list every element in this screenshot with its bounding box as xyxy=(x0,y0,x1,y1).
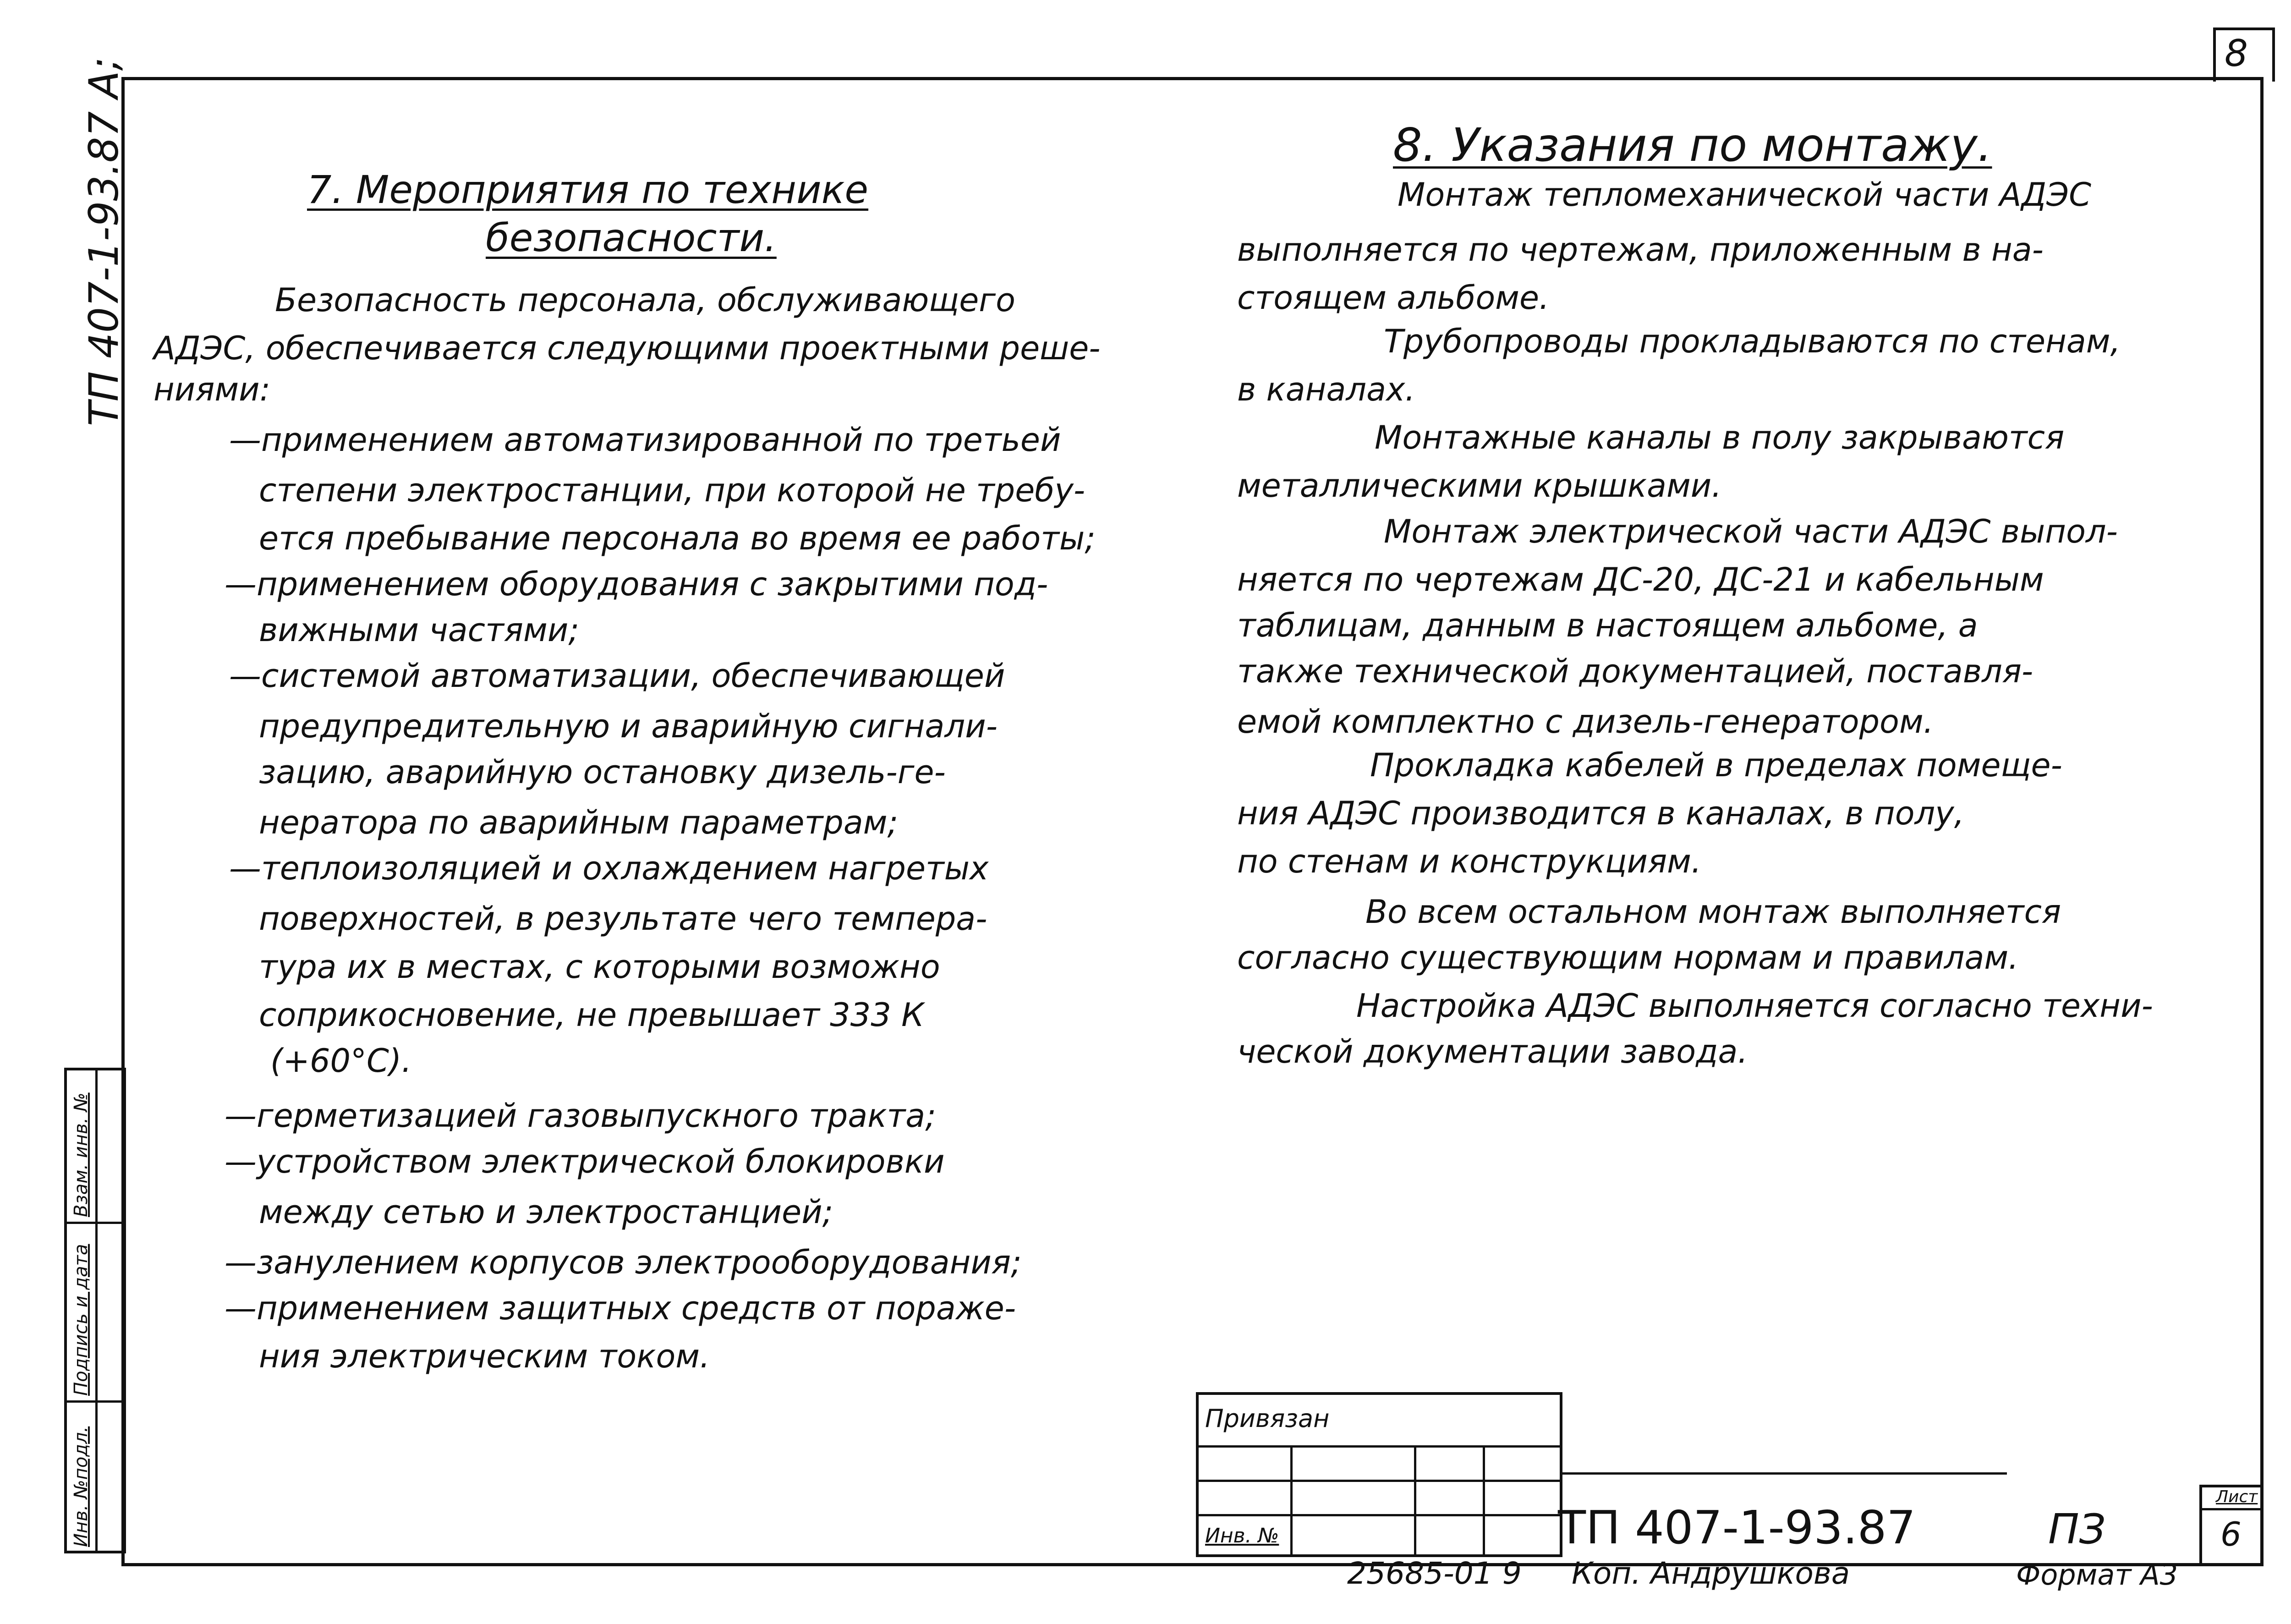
section7-line: —занулением корпусов электрооборудования; xyxy=(225,1244,1022,1281)
list-value: 6 xyxy=(2220,1515,2242,1553)
table-rule xyxy=(1290,1445,1293,1555)
section7-line: зацию, аварийную остановку дизель-ге- xyxy=(259,753,946,791)
section7-line: тура их в местах, с которыми возможно xyxy=(259,948,940,986)
section7-line: соприкосновение, не превышает 333 К xyxy=(259,996,924,1034)
section7-line: нератора по аварийным параметрам; xyxy=(259,804,899,841)
table-rule xyxy=(1199,1445,1561,1448)
table-rule xyxy=(1414,1445,1416,1555)
section7-line: ниями: xyxy=(153,371,271,408)
section7-line: ется пребывание персонала во время ее работы; xyxy=(259,520,1096,557)
section8-line: в каналах. xyxy=(1237,371,1415,408)
side-document-code: ТП 407-1-93.87 А; xyxy=(80,57,127,426)
section7-line: —системой автоматизации, обеспечивающей xyxy=(229,657,1005,695)
section8-line: также технической документацией, поставля- xyxy=(1237,653,2033,690)
section7-line: АДЭС, обеспечивается следующими проектными реше- xyxy=(153,329,1101,367)
strip-separator xyxy=(67,1400,123,1403)
section8-line: ческой документации завода. xyxy=(1237,1033,1748,1070)
section8-line: Трубопроводы прокладываются по стенам, xyxy=(1384,323,2121,360)
sheet-number: 8 xyxy=(2225,32,2248,75)
list-box xyxy=(2199,1485,2264,1566)
section8-line: согласно существующим нормам и правилам. xyxy=(1237,939,2019,977)
title-block-rule xyxy=(1562,1472,2007,1475)
inv-no-label: Инв. № xyxy=(1205,1524,1279,1547)
section7-line: (+60°С). xyxy=(270,1042,412,1080)
section7-line: поверхностей, в результате чего темпера- xyxy=(259,900,987,938)
section8-line: Монтаж тепломеханической части АДЭС xyxy=(1398,176,2091,214)
section8-line: Настройка АДЭС выполняется согласно техни- xyxy=(1356,987,2153,1025)
strip-label-vzam-inv: Взам. инв. № xyxy=(71,1092,92,1217)
section8-line: выполняется по чертежам, приложенным в на- xyxy=(1237,231,2044,269)
paper-format: Формат А3 xyxy=(2016,1558,2178,1591)
section8-line: Во всем остальном монтаж выполняется xyxy=(1365,893,2061,931)
section7-line: —применением защитных средств от пораже- xyxy=(225,1289,1016,1327)
section8-line: Прокладка кабелей в пределах помеще- xyxy=(1370,746,2062,784)
strip-separator xyxy=(67,1222,123,1224)
list-box-rule xyxy=(2202,1508,2264,1510)
section7-line: Безопасность персонала, обслуживающего xyxy=(275,281,1015,319)
strip-divider xyxy=(95,1070,98,1551)
section8-line: ния АДЭС производится в каналах, в полу, xyxy=(1237,795,1964,832)
section7-line: —теплоизоляцией и охлаждением нагретых xyxy=(229,850,989,887)
strip-label-inv-podl: Инв. №подл. xyxy=(71,1426,92,1547)
table-rule xyxy=(1199,1480,1561,1482)
section7-line: —устройством электрической блокировки xyxy=(225,1143,945,1180)
table-rule xyxy=(1199,1514,1561,1516)
section8-line: таблицам, данным в настоящем альбоме, а xyxy=(1237,607,1978,644)
section8-line: металлическими крышками. xyxy=(1237,467,1722,505)
copied-by: Коп. Андрушкова xyxy=(1572,1556,1850,1591)
order-number: 25685-01 9 xyxy=(1347,1556,1522,1591)
strip-label-signature-date: Подпись и дата xyxy=(71,1244,92,1396)
privyazan-table xyxy=(1196,1392,1562,1557)
left-stamp-strip xyxy=(64,1068,126,1553)
section8-line: емой комплектно с дизель-генератором. xyxy=(1237,703,1934,741)
privyazan-label: Привязан xyxy=(1205,1404,1330,1433)
section8-line: Монтажные каналы в полу закрываются xyxy=(1375,419,2065,456)
section7-line: предупредительную и аварийную сигнали- xyxy=(259,708,998,745)
section8-line: стоящем альбоме. xyxy=(1237,279,1550,317)
list-label: Лист xyxy=(2216,1487,2258,1506)
document-section: ПЗ xyxy=(2048,1505,2106,1553)
section7-line: —герметизацией газовыпускного тракта; xyxy=(225,1097,936,1135)
section7-line: ния электрическим током. xyxy=(259,1338,710,1375)
section7-title-line2: безопасности. xyxy=(486,215,777,260)
section7-line: —применением автоматизированной по третьей xyxy=(229,421,1061,459)
section7-line: вижными частями; xyxy=(259,611,579,649)
section8-line: Монтаж электрической части АДЭС выпол- xyxy=(1384,513,2118,550)
document-code: ТП 407-1-93.87 xyxy=(1558,1501,1916,1554)
table-rule xyxy=(1483,1445,1485,1555)
section8-line: няется по чертежам ДС-20, ДС-21 и кабельным xyxy=(1237,561,2044,598)
section7-line: между сетью и электростанцией; xyxy=(259,1193,833,1231)
section7-title-line1: 7. Мероприятия по технике xyxy=(307,167,869,212)
section8-title: 8. Указания по монтажу. xyxy=(1393,118,1992,172)
section7-line: степени электростанции, при которой не требу- xyxy=(259,472,1085,509)
section8-line: по стенам и конструкциям. xyxy=(1237,843,1702,880)
section7-line: —применением оборудования с закрытими под- xyxy=(225,565,1048,603)
